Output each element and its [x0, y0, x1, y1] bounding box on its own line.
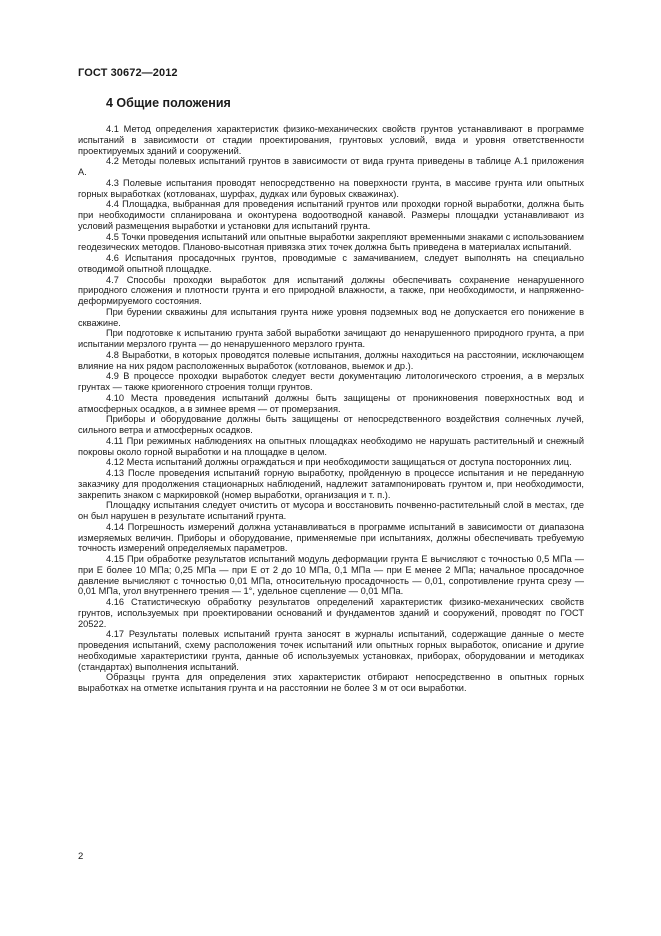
section-body [78, 124, 584, 694]
paragraph: 4.3 Полевые испытания проводят непосредственно на поверхности грунта, в массиве грунта или опытных горных выработках (котлованах, шурфах, дудках или буровых скважинах). [78, 177, 584, 199]
paragraph: 4.8 Выработки, в которых проводятся полевые испытания, должны находиться на расстоянии, исключающем влияние на них рядом расположенных выработок (котлованов, выемок и др.). [78, 349, 584, 371]
paragraph: 4.11 При режимных наблюдениях на опытных площадках необходимо не нарушать растительный и снежный покровы около горной выработки и на площадке в целом. [78, 435, 584, 457]
paragraph: 4.17 Результаты полевых испытаний грунта заносят в журналы испытаний, содержащие данные о месте проведения испытаний, схему расположения точек испытаний или опытных горных выработок, описание и другие необходимые характеристики грунта, данные об используемых установках, приборах, оборудовании и методиках (стандартах) выполнения испытаний. [78, 629, 584, 672]
paragraph: 4.5 Точки проведения испытаний или опытные выработки закрепляют временными знаками с использованием геодезических методов. Планово-высотная привязка этих точек должна быть приведена в материалах испытаний. [78, 231, 584, 253]
paragraph: 4.6 Испытания просадочных грунтов, проводимые с замачиванием, следует выполнять на специально отводимой опытной площадке. [78, 253, 584, 274]
paragraph: Приборы и оборудование должны быть защищены от непосредственного воздействия солнечных лучей, сильного ветра и атмосферных осадков. [78, 414, 584, 435]
paragraph: 4.14 Погрешность измерений должна устанавливаться в программе испытаний в зависимости от диапазона измеряемых величин. Приборы и оборудование, применяемые при испытаниях, должны обеспечивать требуемую точность измерений определяемых параметров. [78, 521, 584, 554]
paragraph: 4.13 После проведения испытаний горную выработку, пройденную в процессе испытания и не переданную заказчику для продолжения стационарных наблюдений, надлежит затампонировать грунтом и, при необходимости, закрепить знаком с маркировкой (номер выработки, организация и т. п.). [78, 468, 584, 500]
paragraph: 4.4 Площадка, выбранная для проведения испытаний грунтов или проходки горной выработки, должна быть при необходимости спланирована и оконтурена водоотводной канавой. Размеры площадки устанавливают из условий размещения выработки и установки для испытаний грунта. [78, 199, 584, 231]
paragraph: 4.10 Места проведения испытаний должны быть защищены от проникновения поверхностных вод и атмосферных осадков, а в зимнее время — от промерзания. [78, 392, 584, 414]
paragraph: Образцы грунта для определения этих характеристик отбирают непосредственно в опытных горных выработках на отметке испытания грунта и на расстоянии не более 3 м от оси выработки. [78, 672, 584, 693]
paragraph: 4.1 Метод определения характеристик физико-механических свойств грунтов устанавливают в программе испытаний в зависимости от стадии проектирования, грунтовых условий, вида и уровня ответственности проектируемых зданий и сооружений. [78, 124, 584, 156]
section-title: 4 Общие положения [106, 96, 231, 110]
paragraph: Площадку испытания следует очистить от мусора и восстановить почвенно-растительный слой в местах, где он был нарушен в результате испытаний грунта. [78, 500, 584, 521]
paragraph: 4.2 Методы полевых испытаний грунтов в зависимости от вида грунта приведены в таблице А.1 приложения А. [78, 156, 584, 177]
paragraph: 4.7 Способы проходки выработок для испытаний должны обеспечивать сохранение ненарушенного природного сложения и плотности грунта и его природной влажности, а также, при необходимости, и напряженно-деформируемого состояния. [78, 274, 584, 306]
paragraph: 4.15 При обработке результатов испытаний модуль деформации грунта E вычисляют с точностью 0,5 МПа — при E более 10 МПа; 0,25 МПа — при E от 2 до 10 МПа, 0,1 МПа — при E менее 2 МПа; начальное просадочное давление вычисляют с точностью 0,01 МПа, относительную просадочность — 0,01, сопротивление грунта срезу — 0,01 МПа, угол внутреннего трения — 1°, удельное сцепление — 0,01 МПа. [78, 554, 584, 597]
paragraph: 4.9 В процессе проходки выработок следует вести документацию литологического строения, а в мерзлых грунтах — также криогенного строения толщи грунтов. [78, 371, 584, 392]
paragraph: 4.12 Места испытаний должны ограждаться и при необходимости защищаться от доступа посторонних лиц. [106, 457, 572, 468]
paragraph: При подготовке к испытанию грунта забой выработки зачищают до ненарушенного природного грунта, а при испытании мерзлого грунта — до ненарушенного мерзлого грунта. [78, 328, 584, 349]
page-number: 2 [78, 851, 84, 862]
document-header: ГОСТ 30672—2012 [78, 67, 178, 79]
paragraph: При бурении скважины для испытания грунта ниже уровня подземных вод не допускается его понижение в скважине. [78, 306, 584, 328]
paragraph: 4.16 Статистическую обработку результатов определений характеристик физико-механических свойств грунтов, используемых при проектировании оснований и фундаментов зданий и сооружений, проводят по ГОСТ 20522. [78, 597, 584, 629]
